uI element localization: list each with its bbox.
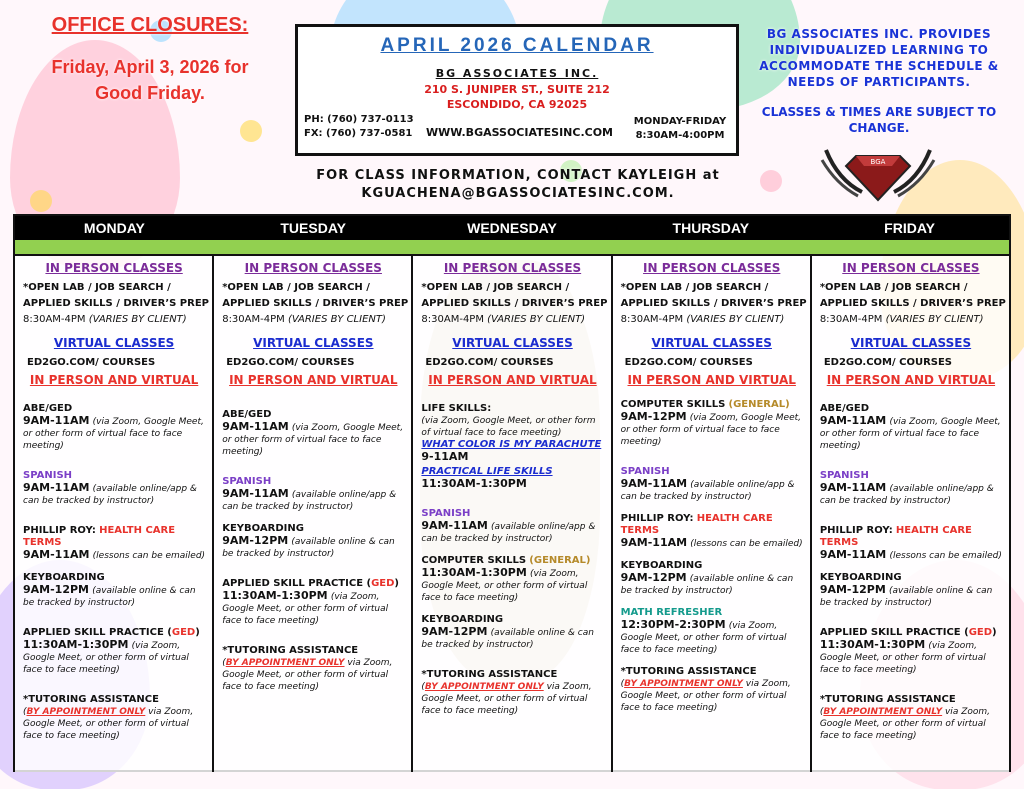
class-note: via Zoom, Google Meet, or other form of virtual face to face meeting) bbox=[819, 707, 990, 741]
monday-column bbox=[15, 256, 214, 772]
class-note: (available online & can be tracked by instructor) bbox=[421, 628, 594, 650]
class-life-skills bbox=[421, 403, 603, 490]
class-title: *TUTORING ASSISTANCE bbox=[421, 669, 558, 680]
open-lab-line: *OPEN LAB / JOB SEARCH / bbox=[222, 282, 370, 293]
class-time: 9AM-12PM bbox=[819, 583, 886, 596]
contact-info bbox=[292, 167, 744, 203]
class-title: SPANISH bbox=[23, 470, 73, 481]
ed2go-courses[interactable]: ED2GO.COM/ COURSES bbox=[425, 357, 554, 368]
class-title: SPANISH bbox=[421, 508, 471, 519]
class-note: (via Zoom, Google Meet, or other form of virtual face to face meeting) bbox=[421, 569, 588, 603]
class-keyboarding bbox=[421, 614, 603, 651]
class-note: via Zoom, Google Meet, or other form of virtual face to face meeting) bbox=[620, 679, 791, 713]
class-note: via Zoom, Google Meet, or other form of virtual face to face meeting) bbox=[23, 707, 194, 741]
class-time: 9AM-12PM bbox=[421, 625, 488, 638]
in-person-heading: IN PERSON CLASSES bbox=[443, 261, 582, 275]
appointment-only: BY APPOINTMENT ONLY bbox=[26, 707, 146, 717]
applied-skills-line: APPLIED SKILLS / DRIVER’S PREP bbox=[819, 298, 1006, 309]
class-time: 9AM-11AM bbox=[23, 548, 90, 561]
class-title: ABE/GED bbox=[819, 403, 869, 414]
class-time: 9AM-11AM bbox=[23, 414, 90, 427]
class-note: (lessons can be emailed) bbox=[889, 551, 1002, 561]
in-person-and-virtual-heading: IN PERSON AND VIRTUAL bbox=[229, 373, 398, 387]
day-columns bbox=[15, 256, 1009, 772]
class-time: 11:30AM-1:30PM bbox=[222, 589, 328, 602]
paren: ) bbox=[195, 627, 200, 638]
class-time: 9AM-11AM bbox=[421, 519, 488, 532]
in-person-heading: IN PERSON CLASSES bbox=[643, 261, 781, 275]
applied-skills-line: APPLIED SKILLS / DRIVER’S PREP bbox=[421, 298, 608, 309]
virtual-heading: VIRTUAL CLASSES bbox=[253, 336, 374, 350]
class-time: 9AM-11AM bbox=[819, 548, 887, 561]
class-title: MATH REFRESHER bbox=[620, 607, 723, 618]
class-note: (via Zoom, Google Meet, or other form of virtual face to face meeting) bbox=[23, 417, 204, 451]
in-person-and-virtual-heading: IN PERSON AND VIRTUAL bbox=[428, 373, 597, 387]
class-title: *TUTORING ASSISTANCE bbox=[23, 694, 159, 705]
class-keyboarding bbox=[222, 523, 404, 560]
appointment-only: BY APPOINTMENT ONLY bbox=[225, 658, 345, 668]
lab-time-value: 8:30AM-4PM bbox=[421, 314, 484, 325]
class-note: (via Zoom, Google Meet, or other form of virtual face to face meeting) bbox=[620, 413, 802, 447]
lab-time-note: (VARIES BY CLIENT) bbox=[686, 314, 785, 325]
lab-time bbox=[23, 314, 205, 325]
class-keyboarding bbox=[23, 572, 205, 609]
class-time: 12:30PM-2:30PM bbox=[620, 618, 726, 631]
day-thursday: THURSDAY bbox=[672, 220, 750, 236]
in-person-and-virtual-heading: IN PERSON AND VIRTUAL bbox=[627, 373, 796, 387]
class-spanish bbox=[621, 466, 803, 503]
ed2go-courses[interactable]: ED2GO.COM/ COURSES bbox=[624, 357, 753, 368]
appointment-only: BY APPOINTMENT ONLY bbox=[424, 682, 544, 692]
class-title: KEYBOARDING bbox=[620, 560, 703, 571]
applied-skills-line: APPLIED SKILLS / DRIVER’S PREP bbox=[23, 298, 210, 309]
company-name: BG ASSOCIATES INC. bbox=[435, 67, 599, 80]
day-friday: FRIDAY bbox=[884, 220, 935, 236]
subject-to-change-note: CLASSES & TIMES ARE SUBJECT TO CHANGE. bbox=[761, 105, 997, 135]
class-tutoring bbox=[222, 645, 404, 693]
in-person-and-virtual-heading: IN PERSON AND VIRTUAL bbox=[826, 373, 996, 387]
office-closures-title: OFFICE CLOSURES: bbox=[51, 14, 249, 36]
class-time: 9AM-11AM bbox=[222, 487, 289, 500]
ed2go-courses[interactable]: ED2GO.COM/ COURSES bbox=[27, 357, 156, 368]
class-note: (lessons can be emailed) bbox=[92, 551, 206, 561]
header-area bbox=[0, 0, 1024, 214]
class-title: KEYBOARDING bbox=[222, 523, 304, 534]
contact-line: FOR CLASS INFORMATION, CONTACT KAYLEIGH at bbox=[316, 168, 720, 183]
class-phillip-roy bbox=[23, 525, 205, 562]
lab-time bbox=[421, 314, 603, 325]
class-applied-skill-practice bbox=[23, 627, 205, 676]
paren: ( bbox=[222, 658, 226, 668]
class-title: KEYBOARDING bbox=[421, 614, 504, 625]
class-title: PHILLIP ROY: bbox=[819, 525, 893, 536]
class-tutoring bbox=[820, 694, 1002, 742]
class-time: 11:30AM-1:30PM bbox=[819, 638, 926, 651]
virtual-heading: VIRTUAL CLASSES bbox=[452, 336, 573, 350]
virtual-heading: VIRTUAL CLASSES bbox=[850, 336, 972, 350]
lab-time bbox=[820, 314, 1002, 325]
class-note: (via Zoom, Google Meet, or other form of virtual face to face meeting) bbox=[620, 621, 787, 655]
class-abe-ged bbox=[222, 409, 404, 458]
class-title: PHILLIP ROY: bbox=[620, 513, 694, 524]
class-note: (available online & can be tracked by instructor) bbox=[23, 586, 196, 608]
class-title: *TUTORING ASSISTANCE bbox=[222, 645, 359, 656]
class-note: via Zoom, Google Meet, or other form of virtual face to face meeting) bbox=[421, 682, 592, 716]
lab-time bbox=[621, 314, 803, 325]
class-tutoring bbox=[421, 669, 603, 717]
virtual-heading: VIRTUAL CLASSES bbox=[53, 336, 175, 350]
ed2go-courses[interactable]: ED2GO.COM/ COURSES bbox=[823, 357, 953, 368]
day-monday: MONDAY bbox=[83, 220, 145, 236]
class-note: (via Zoom, Google Meet, or other form of virtual face to face meeting) bbox=[23, 641, 189, 675]
class-time: 9AM-11AM bbox=[819, 481, 887, 494]
class-time: 9AM-12PM bbox=[620, 410, 687, 423]
tuesday-column bbox=[214, 256, 413, 772]
class-note: (available online/app & can be tracked by instructor) bbox=[620, 480, 795, 502]
class-phillip-roy bbox=[621, 513, 803, 550]
class-note: (available online & can be tracked by instructor) bbox=[620, 574, 794, 596]
class-title: ABE/GED bbox=[23, 403, 73, 414]
lab-time-value: 8:30AM-4PM bbox=[620, 314, 684, 325]
class-note: (via Zoom, Google Meet, or other form of virtual face to face meeting) bbox=[222, 592, 389, 626]
class-subtitle: HEALTH CARE TERMS bbox=[23, 525, 176, 548]
class-note: (available online/app & can be tracked by instructor) bbox=[23, 484, 197, 506]
class-spanish bbox=[820, 470, 1002, 507]
phone-number: PH: (760) 737-0113 bbox=[304, 114, 414, 125]
paren: ( bbox=[23, 707, 27, 717]
class-spanish bbox=[23, 470, 205, 507]
class-title: COMPUTER SKILLS bbox=[421, 555, 527, 566]
class-subtitle: HEALTH CARE TERMS bbox=[620, 513, 773, 536]
closure-reason: Good Friday. bbox=[95, 83, 205, 103]
class-title: LIFE SKILLS: bbox=[421, 403, 492, 414]
class-title: SPANISH bbox=[620, 466, 670, 477]
lab-time-note: (VARIES BY CLIENT) bbox=[287, 314, 386, 325]
fax-number: FX: (760) 737-0581 bbox=[304, 128, 413, 139]
provides-note: BG ASSOCIATES INC. PROVIDES INDIVIDUALIZED LEARNING TO ACCOMMODATE THE SCHEDULE & NEEDS OF PARTICIPANTS. bbox=[759, 27, 999, 89]
green-divider bbox=[15, 240, 1009, 256]
office-closures-detail bbox=[20, 54, 280, 106]
class-time: 11:30AM-1:30PM bbox=[421, 566, 527, 579]
lab-time-value: 8:30AM-4PM bbox=[23, 314, 86, 325]
ged-tag: GED bbox=[371, 578, 395, 589]
ged-tag: GED bbox=[171, 627, 196, 638]
class-applied-skill-practice bbox=[820, 627, 1002, 676]
address-line-1: 210 S. JUNIPER ST., SUITE 212 bbox=[424, 83, 610, 96]
lab-time-value: 8:30AM-4PM bbox=[819, 314, 883, 325]
open-lab-line: *OPEN LAB / JOB SEARCH / bbox=[620, 282, 769, 293]
class-tutoring bbox=[621, 666, 803, 714]
appointment-only: BY APPOINTMENT ONLY bbox=[624, 679, 743, 689]
class-title: SPANISH bbox=[222, 476, 272, 487]
bga-diamond-logo bbox=[818, 140, 938, 202]
day-tuesday: TUESDAY bbox=[280, 220, 346, 236]
paren: ) bbox=[394, 578, 399, 589]
in-person-heading: IN PERSON CLASSES bbox=[244, 261, 382, 275]
class-title: KEYBOARDING bbox=[819, 572, 902, 583]
applied-skills-line: APPLIED SKILLS / DRIVER’S PREP bbox=[620, 298, 807, 309]
wednesday-column bbox=[413, 256, 612, 772]
class-time: 9AM-11AM bbox=[620, 536, 688, 549]
lab-time bbox=[222, 314, 404, 325]
open-lab-line: *OPEN LAB / JOB SEARCH / bbox=[819, 282, 968, 293]
website-url[interactable]: WWW.BGASSOCIATESINC.COM bbox=[426, 126, 613, 139]
class-note: (via Zoom, Google Meet, or other form of virtual face to face meeting) bbox=[421, 416, 596, 438]
class-note: (via Zoom, Google Meet, or other form of virtual face to face meeting) bbox=[222, 423, 404, 457]
class-math-refresher bbox=[621, 607, 803, 656]
applied-skills-line: APPLIED SKILLS / DRIVER’S PREP bbox=[222, 298, 409, 309]
class-keyboarding bbox=[820, 572, 1002, 609]
class-note: (lessons can be emailed) bbox=[690, 539, 803, 549]
day-wednesday: WEDNESDAY bbox=[467, 220, 557, 236]
calendar-title: APRIL 2026 CALENDAR bbox=[380, 35, 654, 56]
calendar-header-box bbox=[295, 24, 739, 156]
class-note: (available online & can be tracked by instructor) bbox=[222, 537, 395, 559]
class-time: 9AM-12PM bbox=[620, 571, 687, 584]
class-title: PHILLIP ROY: bbox=[23, 525, 96, 536]
class-time: 9-11AM bbox=[421, 450, 469, 463]
class-time: 9AM-12PM bbox=[222, 534, 289, 547]
class-title: APPLIED SKILL PRACTICE ( bbox=[222, 578, 372, 589]
class-title: *TUTORING ASSISTANCE bbox=[819, 694, 956, 705]
paren: ( bbox=[421, 682, 425, 692]
in-person-and-virtual-heading: IN PERSON AND VIRTUAL bbox=[29, 373, 199, 387]
class-note: (available online/app & can be tracked by instructor) bbox=[421, 522, 596, 544]
class-title: ABE/GED bbox=[222, 409, 272, 420]
closure-date: Friday, April 3, 2026 for bbox=[51, 57, 249, 77]
friday-column bbox=[812, 256, 1009, 772]
class-computer-skills bbox=[621, 399, 803, 448]
thursday-column bbox=[613, 256, 812, 772]
class-applied-skill-practice bbox=[222, 578, 404, 627]
ged-tag: GED bbox=[968, 627, 993, 638]
class-title: *TUTORING ASSISTANCE bbox=[620, 666, 757, 677]
office-hours: 8:30AM-4:00PM bbox=[635, 130, 725, 141]
class-spanish bbox=[222, 476, 404, 513]
lab-time-value: 8:30AM-4PM bbox=[222, 314, 285, 325]
class-time: 11:30AM-1:30PM bbox=[421, 477, 527, 490]
office-days: MONDAY-FRIDAY bbox=[633, 116, 727, 127]
class-time: 9AM-11AM bbox=[819, 414, 887, 427]
lab-time-note: (VARIES BY CLIENT) bbox=[88, 314, 187, 325]
class-title: COMPUTER SKILLS bbox=[620, 399, 726, 410]
class-note: (via Zoom, Google Meet, or other form of virtual face to face meeting) bbox=[819, 641, 986, 675]
class-note: (available online/app & can be tracked by instructor) bbox=[222, 490, 397, 512]
class-title: KEYBOARDING bbox=[23, 572, 105, 583]
day-header-bar bbox=[15, 216, 1009, 240]
class-title: APPLIED SKILL PRACTICE ( bbox=[819, 627, 969, 638]
logo-text: BGA bbox=[870, 158, 886, 166]
class-subtitle: HEALTH CARE TERMS bbox=[819, 525, 972, 548]
class-subtitle: (GENERAL) bbox=[728, 399, 790, 410]
class-time: 9AM-11AM bbox=[620, 477, 688, 490]
class-time: 11:30AM-1:30PM bbox=[23, 638, 129, 651]
class-time: 9AM-12PM bbox=[23, 583, 89, 596]
in-person-heading: IN PERSON CLASSES bbox=[45, 261, 183, 275]
class-phillip-roy bbox=[820, 525, 1002, 562]
class-spanish bbox=[421, 508, 603, 545]
class-computer-skills bbox=[421, 555, 603, 604]
open-lab-line: *OPEN LAB / JOB SEARCH / bbox=[421, 282, 570, 293]
weekly-calendar bbox=[13, 214, 1011, 772]
class-title: APPLIED SKILL PRACTICE ( bbox=[23, 627, 172, 638]
ed2go-courses[interactable]: ED2GO.COM/ COURSES bbox=[226, 357, 355, 368]
class-subtitle: (GENERAL) bbox=[529, 555, 591, 566]
paren: ( bbox=[620, 679, 625, 689]
open-lab-line: *OPEN LAB / JOB SEARCH / bbox=[23, 282, 171, 293]
class-time: 9AM-11AM bbox=[222, 420, 289, 433]
class-tutoring bbox=[23, 694, 205, 742]
class-note: via Zoom, Google Meet, or other form of virtual face to face meeting) bbox=[222, 658, 393, 692]
class-abe-ged bbox=[23, 403, 205, 452]
class-time: 9AM-11AM bbox=[23, 481, 90, 494]
paren: ) bbox=[992, 627, 997, 638]
in-person-heading: IN PERSON CLASSES bbox=[842, 261, 980, 275]
virtual-heading: VIRTUAL CLASSES bbox=[651, 336, 772, 350]
class-title: SPANISH bbox=[819, 470, 869, 481]
parachute-link[interactable]: WHAT COLOR IS MY PARACHUTE bbox=[421, 439, 602, 450]
appointment-only: BY APPOINTMENT ONLY bbox=[823, 707, 943, 717]
practical-life-skills-link[interactable]: PRACTICAL LIFE SKILLS bbox=[421, 466, 553, 477]
contact-email[interactable]: KGUACHENA@BGASSOCIATESINC.COM. bbox=[361, 186, 675, 201]
class-keyboarding bbox=[621, 560, 803, 597]
address-line-2: ESCONDIDO, CA 92025 bbox=[446, 98, 588, 111]
class-note: (available online/app & can be tracked by instructor) bbox=[819, 484, 994, 506]
class-note: (via Zoom, Google Meet, or other form of virtual face to face meeting) bbox=[819, 417, 1001, 451]
lab-time-note: (VARIES BY CLIENT) bbox=[487, 314, 586, 325]
paren: ( bbox=[819, 707, 824, 717]
class-note: (available online & can be tracked by instructor) bbox=[819, 586, 993, 608]
lab-time-note: (VARIES BY CLIENT) bbox=[885, 314, 984, 325]
class-abe-ged bbox=[820, 403, 1002, 452]
